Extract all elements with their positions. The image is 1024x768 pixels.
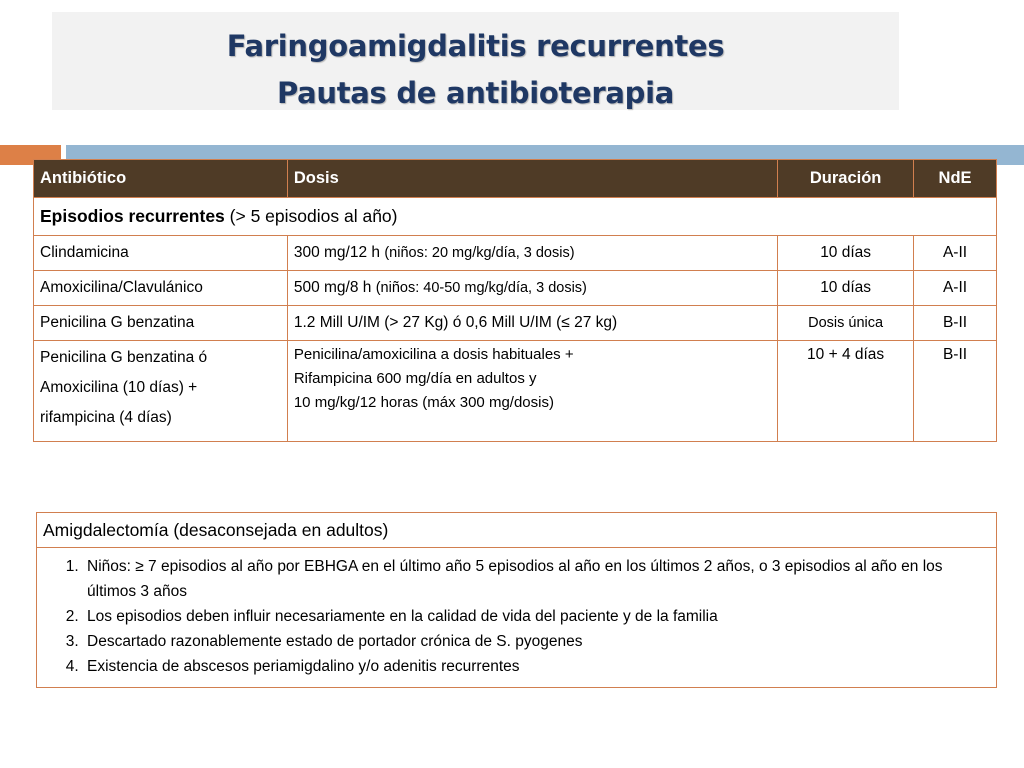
dose-line: 10 mg/kg/12 horas (máx 300 mg/dosis) — [293, 394, 554, 411]
antibiotic-cell: Penicilina G benzatina — [34, 306, 288, 341]
duration-cell: Dosis única — [778, 306, 914, 341]
title-box — [52, 12, 899, 110]
dose-line: Rifampicina 600 mg/día en adultos y — [293, 370, 537, 387]
antibiotic-line: Amoxicilina (10 días) + — [40, 379, 198, 396]
tonsillectomy-heading: Amigdalectomía (desaconsejada en adultos) — [37, 513, 997, 548]
duration-cell: 10 días — [778, 271, 914, 306]
dose-detail: (niños: 20 mg/kg/día, 3 dosis) — [384, 245, 575, 261]
tonsillectomy-table — [36, 512, 997, 688]
column-header-dose: Dosis — [287, 160, 777, 198]
table-header-row — [34, 160, 997, 198]
nde-cell: B-II — [914, 306, 997, 341]
dose-main: 1.2 Mill U/IM (> 27 Kg) ó 0,6 Mill U/IM (≤ 27 kg) — [293, 314, 618, 331]
tonsillectomy-criteria-row — [37, 548, 997, 688]
antibiotic-table — [33, 159, 997, 442]
antibiotic-cell — [34, 341, 288, 442]
tonsillectomy-header-row — [37, 513, 997, 548]
dose-cell — [287, 271, 777, 306]
antibiotic-cell: Clindamicina — [34, 236, 288, 271]
criteria-item: 2. Los episodios deben influir necesariamente en la calidad de vida del paciente y de la familia — [83, 604, 990, 629]
section-label — [34, 198, 997, 236]
dose-main: 300 mg/12 h — [293, 244, 381, 261]
slide-title: Faringoamigdalitis recurrentes — [226, 29, 725, 63]
dose-main: 500 mg/8 h — [293, 279, 372, 296]
table-row — [34, 306, 997, 341]
section-note: (> 5 episodios al año) — [229, 206, 398, 226]
table-row — [34, 341, 997, 442]
duration-cell: 10 días — [778, 236, 914, 271]
criteria-item: 1. Niños: ≥ 7 episodios al año por EBHGA en el último año 5 episodios al año en los últimos 2 años, o 3 episodios al año en los últimos 3 años — [83, 554, 990, 604]
criteria-item: 3. Descartado razonablemente estado de portador crónica de S. pyogenes — [83, 629, 990, 654]
nde-cell: B-II — [914, 341, 997, 442]
column-header-duration: Duración — [778, 160, 914, 198]
section-title: Episodios recurrentes — [40, 206, 225, 226]
antibiotic-cell: Amoxicilina/Clavulánico — [34, 271, 288, 306]
antibiotic-line: rifampicina (4 días) — [40, 409, 172, 426]
table-row — [34, 236, 997, 271]
dose-cell — [287, 306, 777, 341]
column-header-antibiotic: Antibiótico — [34, 160, 288, 198]
section-row — [34, 198, 997, 236]
criteria-item: 4. Existencia de abscesos periamigdalino y/o adenitis recurrentes — [83, 654, 990, 679]
nde-cell: A-II — [914, 236, 997, 271]
dose-cell — [287, 341, 777, 442]
dose-detail: (niños: 40-50 mg/kg/día, 3 dosis) — [375, 280, 587, 296]
antibiotic-line: Penicilina G benzatina ó — [40, 349, 208, 366]
criteria-cell — [37, 548, 997, 688]
table-row — [34, 271, 997, 306]
duration-cell: 10 + 4 días — [778, 341, 914, 442]
nde-cell: A-II — [914, 271, 997, 306]
criteria-list — [43, 554, 990, 679]
column-header-nde: NdE — [914, 160, 997, 198]
dose-cell — [287, 236, 777, 271]
slide-subtitle: Pautas de antibioterapia — [276, 76, 675, 110]
dose-line: Penicilina/amoxicilina a dosis habituales + — [293, 346, 574, 363]
